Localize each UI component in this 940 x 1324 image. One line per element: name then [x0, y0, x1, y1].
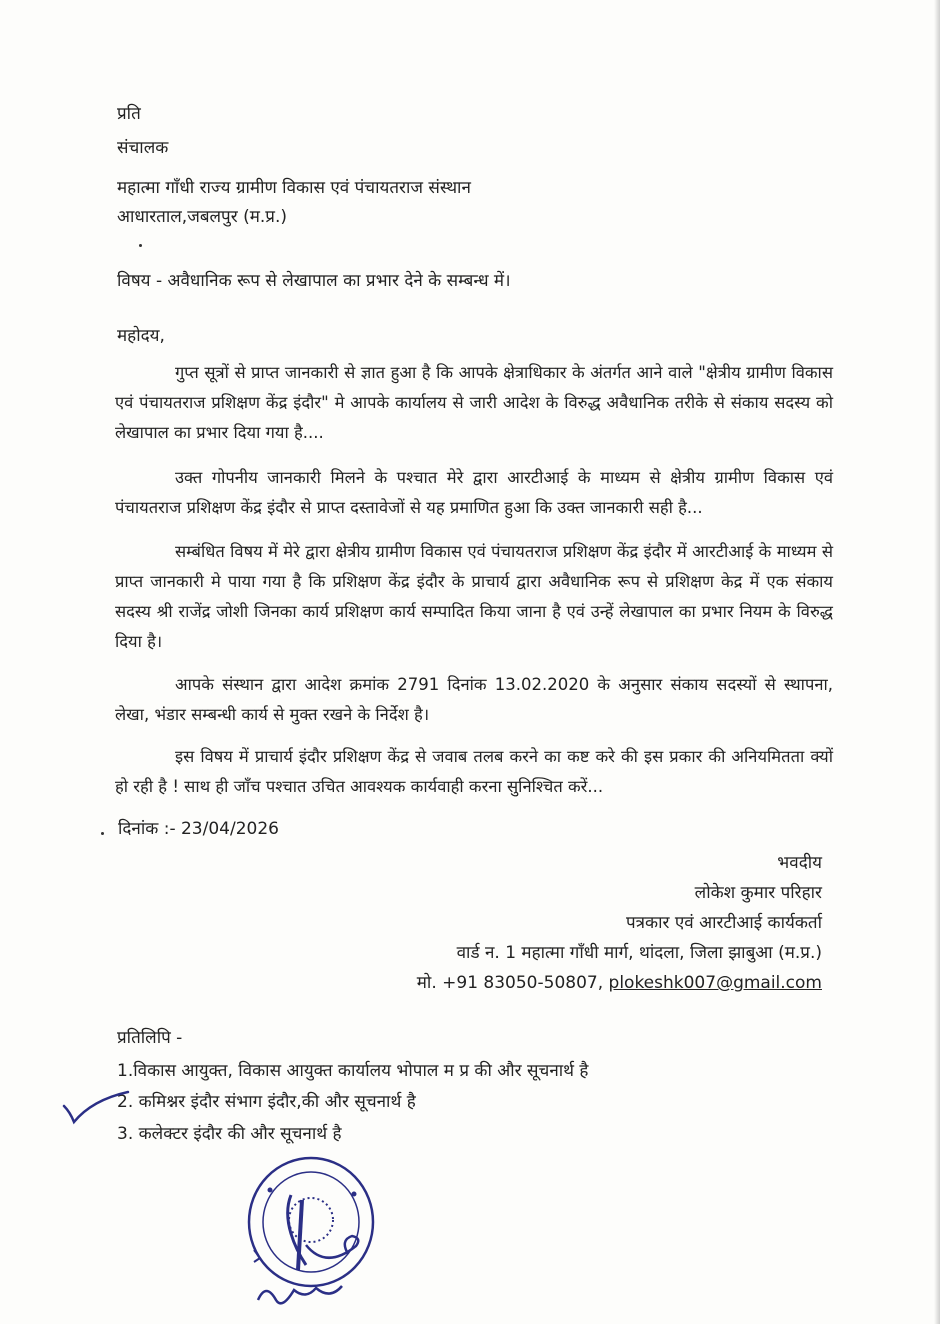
paragraph-2: उक्त गोपनीय जानकारी मिलने के पश्चात मेरे द्वारा आरटीआई के माध्यम से क्षेत्रीय ग्रामीण विकास एवं पंचायतराज प्रशिक्षण केंद्र इंदौर से प्राप्त दस्तावेजों से यह प्रमाणित हुआ कि उक्त जानकारी सही है... [115, 468, 833, 517]
subject-line: विषय - अवैधानिक रूप से लेखापाल का प्रभार देने के सम्बन्ध में। [117, 271, 511, 291]
to-label: प्रति [117, 104, 141, 124]
email-link[interactable]: plokeshk007@gmail.com [608, 973, 822, 993]
paragraph-1: गुप्त सूत्रों से प्राप्त जानकारी से ज्ञात हुआ है कि आपके क्षेत्राधिकार के अंतर्गत आने वाले "क्षेत्रीय ग्रामीण विकास एवं पंचायतराज प्रशिक्षण केंद्र इंदौर" मे आपके कार्यालय से जारी आदेश के विरुद्ध अवैधानिक तरीके से संकाय सदस्य को लेखापाल का प्रभार दिया गया है.... [115, 363, 833, 442]
handwritten-tick-mark-icon [62, 1088, 132, 1128]
paragraph-4: आपके संस्थान द्वारा आदेश क्रमांक 2791 दिनांक 13.02.2020 के अनुसार संकाय सदस्यों से स्थापना, लेखा, भंडार सम्बन्धी कार्य से मुक्त रखने के निर्देश है। [115, 675, 833, 724]
official-seal-stamp-icon [236, 1150, 386, 1315]
cc-item-1: 1.विकास आयुक्त, विकास आयुक्त कार्यालय भोपाल म प्र की और सूचनार्थ है [117, 1061, 589, 1081]
recipient-org: महात्मा गाँधी राज्य ग्रामीण विकास एवं पंचायतराज संस्थान [117, 178, 471, 198]
date-line: दिनांक :- 23/04/2026 [118, 819, 279, 839]
paragraph-3: सम्बंधित विषय में मेरे द्वारा क्षेत्रीय ग्रामीण विकास एवं पंचायतराज प्रशिक्षण केंद्र इंदौर में आरटीआई के माध्यम से प्राप्त जानकारी मे पाया गया है कि प्रशिक्षण केंद्र इंदौर के प्राचार्य द्वारा अवैधानिक रूप से प्रशिक्षण केद्र में एक संकाय सदस्य श्री राजेंद्र जोशी जिनका कार्य प्रशिक्षण कार्य सम्पादित किया जाना है एवं उन्हें लेखापाल का प्रभार नियम के विरुद्ध दिया है। [115, 542, 833, 651]
stray-dot [101, 832, 104, 835]
paragraph-5: इस विषय में प्राचार्य इंदौर प्रशिक्षण केंद्र से जवाब तलब करने का कष्ट करे की इस प्रकार की अनियमितता क्यों हो रही है ! साथ ही जाँच पश्चात उचित आवश्यक कार्यवाही करना सुनिश्चित करें... [115, 747, 833, 796]
signoff-name: लोकेश कुमार परिहार [694, 883, 822, 903]
recipient-title: संचालक [117, 138, 169, 158]
phone-number: मो. +91 83050-50807, [416, 973, 609, 993]
salutation: महोदय, [117, 326, 165, 346]
cc-item-2: 2. कमिश्नर इंदौर संभाग इंदौर,की और सूचनार्थ है [117, 1092, 416, 1112]
signoff-designation: पत्रकार एवं आरटीआई कार्यकर्ता [625, 913, 822, 933]
page-edge-shadow [934, 0, 940, 1324]
stray-dot [139, 244, 142, 247]
signoff-address: वार्ड न. 1 महात्मा गाँधी मार्ग, थांदला, जिला झाबुआ (म.प्र.) [456, 943, 822, 963]
signoff-contact [417, 972, 822, 994]
signoff-closing: भवदीय [777, 853, 822, 873]
cc-item-3: 3. कलेक्टर इंदौर की और सूचनार्थ है [117, 1124, 342, 1144]
recipient-address: आधारताल,जबलपुर (म.प्र.) [117, 207, 287, 227]
cc-heading: प्रतिलिपि - [117, 1028, 183, 1048]
